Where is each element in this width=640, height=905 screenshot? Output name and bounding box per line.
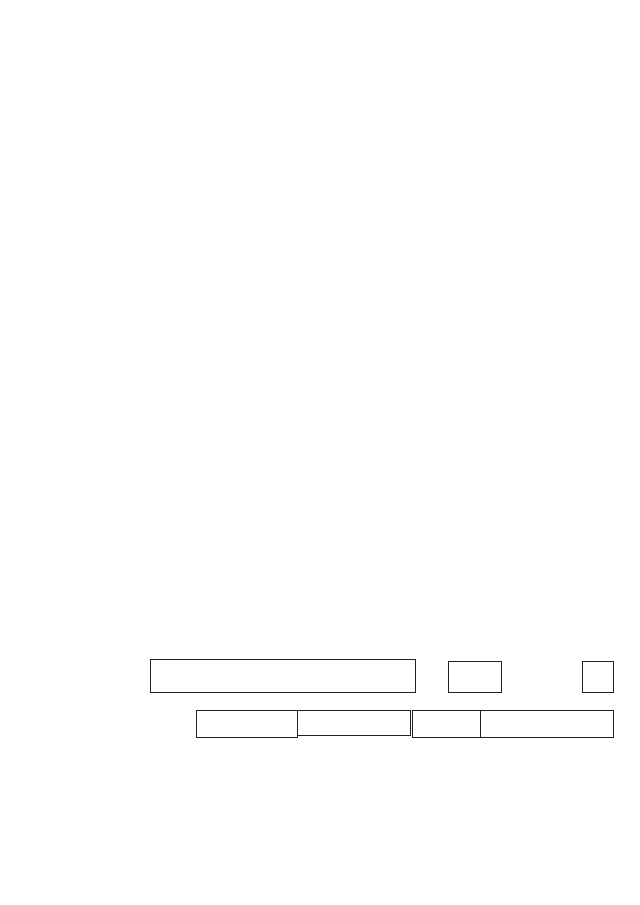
original-code-cell <box>412 710 481 738</box>
code-value <box>448 661 502 693</box>
original-cell <box>196 710 298 738</box>
borrowed-cell <box>297 710 411 736</box>
level-value <box>582 661 614 693</box>
registration-number-cell <box>480 710 614 738</box>
function-name <box>150 659 416 693</box>
